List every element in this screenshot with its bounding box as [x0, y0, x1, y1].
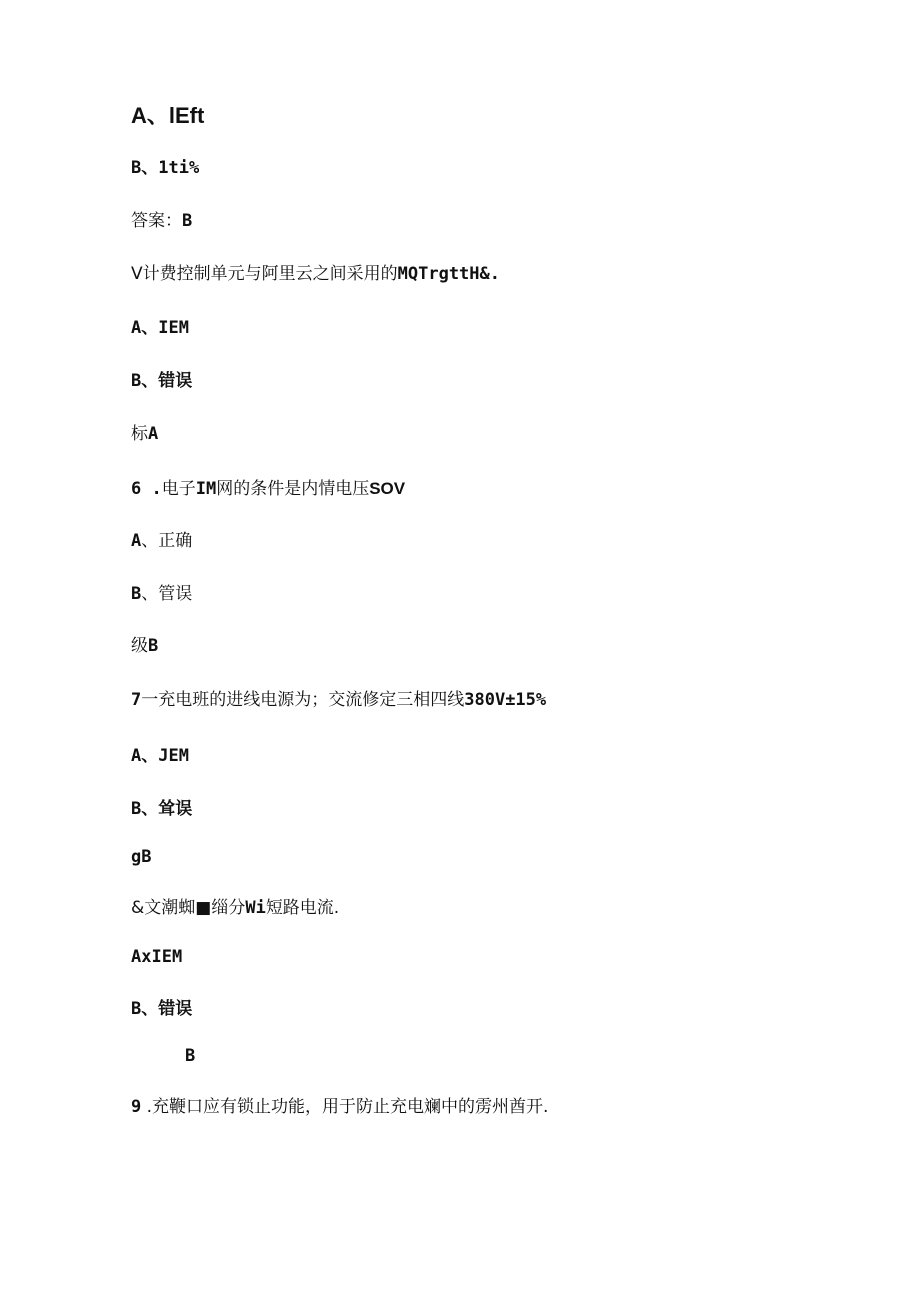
question-number: 6 . [131, 479, 162, 499]
option-b-line-4 [131, 798, 192, 820]
answer-line-4 [131, 846, 151, 868]
option-a-line-2 [131, 317, 189, 339]
option-b-line-2 [131, 370, 192, 392]
question-text-unit: SOV [369, 479, 406, 498]
question-text-cont: 短路电流. [265, 898, 340, 918]
answer-line-3 [131, 635, 158, 657]
question-text: 电子 [161, 479, 196, 499]
option-a-text: A、IEM [131, 318, 189, 338]
question-text-latin: IM [195, 479, 217, 499]
answer-label: 级 [131, 636, 148, 656]
question-line-1 [131, 263, 500, 285]
option-b-prefix: B、 [131, 999, 159, 1019]
question-number: 9 [131, 1097, 142, 1117]
option-b-text: 错误 [158, 999, 193, 1018]
question-line-8 [131, 897, 339, 919]
option-a-line-4 [131, 745, 189, 767]
option-b-letter: B [131, 584, 142, 604]
option-b-text: B、1ti% [131, 158, 200, 178]
option-a-text: A、JEM [131, 746, 189, 766]
question-text-latin: MQTrgttH&. [397, 264, 500, 284]
question-text: V计费控制单元与阿里云之间采用的 [131, 264, 398, 284]
answer-line-5 [185, 1045, 195, 1067]
option-b-text: 错误 [158, 371, 193, 390]
question-text-latin: Wi [245, 898, 266, 918]
answer-label: 标 [131, 424, 148, 444]
answer-value: gB [131, 847, 152, 867]
option-b-line-3 [131, 583, 192, 605]
option-a-line-1 [131, 102, 204, 130]
answer-label: 答案： [131, 211, 182, 231]
option-a-line-5 [131, 946, 182, 968]
option-b-prefix: B、 [131, 799, 159, 819]
answer-value: B [148, 636, 159, 656]
option-b-text: 耸误 [158, 799, 193, 818]
option-a-text: 、正确 [141, 531, 193, 551]
answer-value: B [185, 1046, 196, 1066]
question-number: 7 [131, 690, 142, 710]
option-b-text: 、管误 [141, 584, 193, 604]
question-text: 一充电班的进线电源为；交流修定三相四线 [141, 690, 465, 710]
option-b-prefix: B、 [131, 371, 159, 391]
option-a-line-3 [131, 530, 192, 552]
answer-value: B [182, 211, 193, 231]
answer-line-1 [131, 210, 192, 232]
question-line-9 [131, 1096, 548, 1118]
answer-line-2 [131, 423, 158, 445]
option-a-text: AxIEM [131, 947, 183, 967]
option-a-text: A、lEft [131, 103, 205, 128]
option-b-line-1 [131, 157, 199, 179]
question-text: &文潮蜘■缁分 [131, 898, 246, 918]
answer-value: A [148, 424, 159, 444]
question-text-latin: 380V±15% [464, 690, 547, 710]
option-a-letter: A [131, 531, 142, 551]
question-text: .充鞭口应有锁止功能，用于防止充电斓中的雳州酋开. [141, 1097, 549, 1117]
question-line-6 [131, 478, 405, 500]
option-b-line-5 [131, 998, 192, 1020]
question-line-7 [131, 689, 546, 711]
question-text-cont: 网的条件是内情电压 [216, 479, 370, 499]
